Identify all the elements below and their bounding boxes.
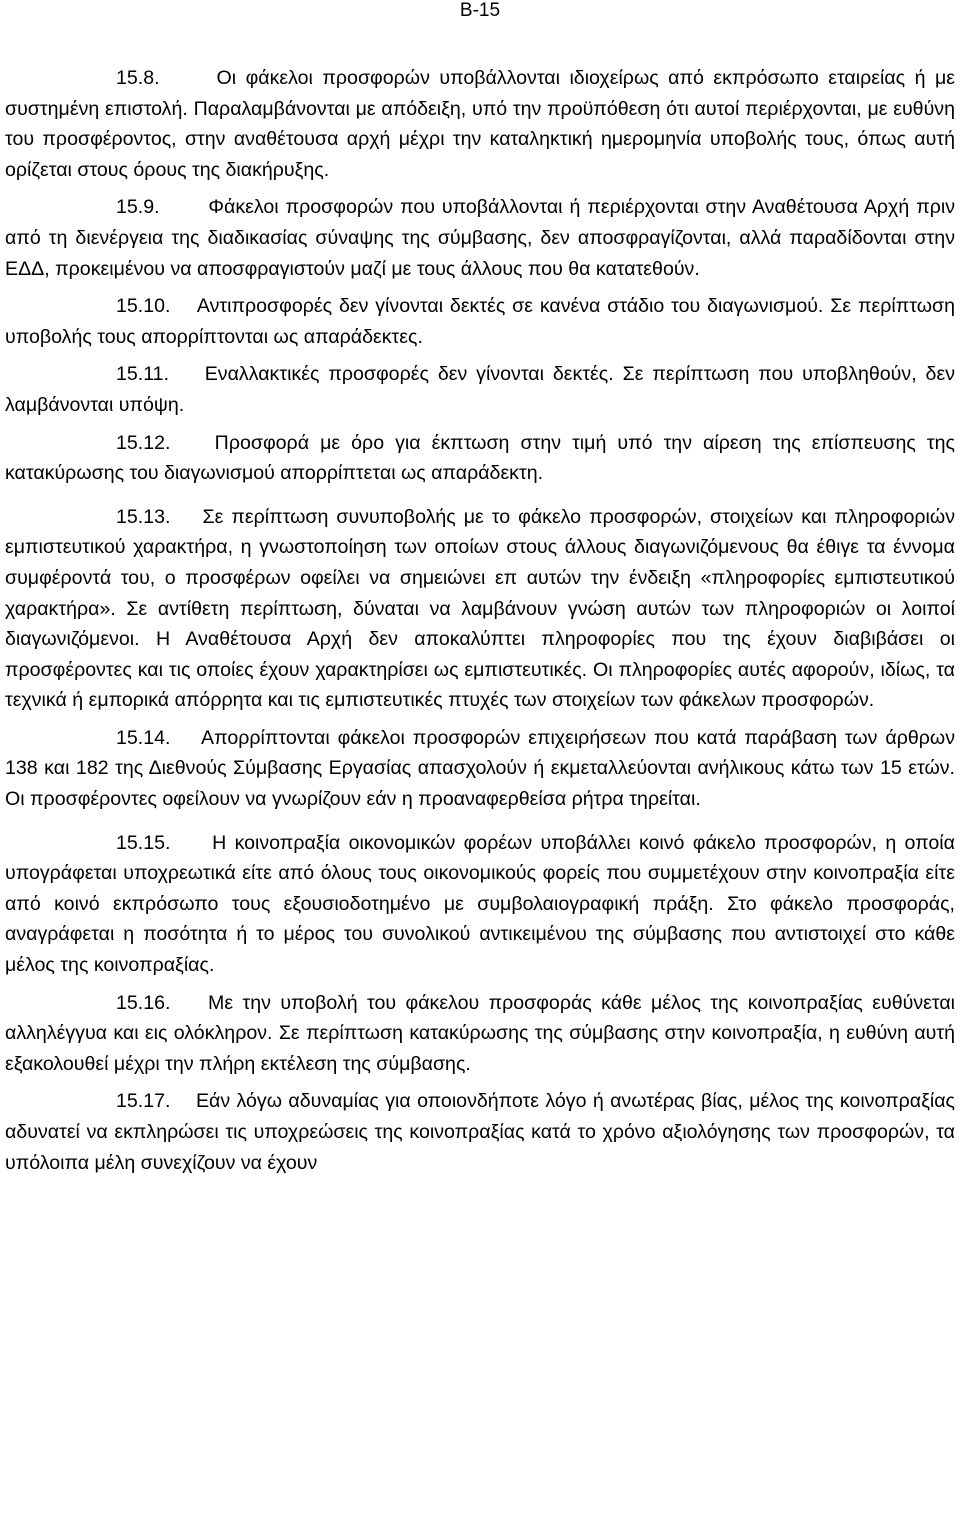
paragraph-number: 15.12. [116, 431, 171, 454]
paragraph-15-8 [5, 63, 955, 185]
paragraph-15-12 [5, 428, 955, 489]
paragraph-text: Οι φάκελοι προσφορών υποβάλλονται ιδιοχείρως από εκπρόσωπο εταιρείας ή με συστημένη επιστολή. Παραλαμβάνονται με απόδειξη, υπό την προϋπόθεση ότι αυτοί περιέρχονται, με ευθύνη του προσφέροντος, στην αναθέτουσα αρχή μέχρι την καταληκτική ημερομηνία υποβολής τους, όπως αυτή ορίζεται στους όρους της διακήρυξης. [5, 67, 956, 181]
paragraph-text: Σε περίπτωση συνυποβολής με το φάκελο προσφορών, στοιχείων και πληροφοριών εμπιστευτικού χαρακτήρα, η γνωστοποίηση των οποίων στους άλλους διαγωνιζόμενους θα έθιγε τα έννομα συμφέροντά του, ο προσφέρων οφείλει να σημειώνει επ αυτών την ένδειξη «πληροφορίες εμπιστευτικού χαρακτήρα». Σε αντίθετη περίπτωση, δύναται να λαμβάνουν γνώση αυτών των πληροφοριών οι λοιποί διαγωνιζόμενοι. Η Αναθέτουσα Αρχή δεν αποκαλύπτει πληροφορίες που της έχουν διαβιβάσει οι προσφέροντες και τις οποίες έχουν χαρακτηρίσει ως εμπιστευτικές. Οι πληροφορίες αυτές αφορούν, ιδίως, τα τεχνικά ή εμπορικά απόρρητα και τις εμπιστευτικές πτυχές των στοιχείων των φάκελων προσφορών. [5, 505, 955, 712]
paragraph-15-16 [5, 988, 955, 1080]
paragraph-text: Εναλλακτικές προσφορές δεν γίνονται δεκτές. Σε περίπτωση που υποβληθούν, δεν λαμβάνονται υπόψη. [5, 363, 955, 416]
paragraph-number: 15.13. [116, 505, 171, 528]
paragraph-number: 15.15. [116, 831, 171, 854]
paragraph-number: 15.10. [116, 295, 171, 318]
paragraph-text: Με την υποβολή του φάκελου προσφοράς κάθε μέλος της κοινοπραξίας ευθύνεται αλληλέγγυα και εις ολόκληρον. Σε περίπτωση κατακύρωσης της σύμβασης στην κοινοπραξία, η ευθύνη αυτή εξακολουθεί μέχρι την πλήρη εκτέλεση της σύμβασης. [5, 991, 955, 1075]
paragraph-number: 15.16. [116, 991, 171, 1014]
paragraph-text: Απορρίπτονται φάκελοι προσφορών επιχειρήσεων που κατά παράβαση των άρθρων 138 και 182 της Διεθνούς Σύμβασης Εργασίας απασχολούν ή εκμεταλλεύονται ανήλικους κάτω των 15 ετών. Οι προσφέροντες οφείλουν να γνωρίζουν εάν η προαναφερθείσα ρήτρα τηρείται. [5, 726, 955, 811]
paragraph-number: 15.17. [116, 1090, 171, 1113]
paragraph-number: 15.14. [116, 726, 171, 749]
page-header: B-15 [459, 0, 501, 21]
paragraph-text: Η κοινοπραξία οικονομικών φορέων υποβάλλει κοινό φάκελο προσφορών, η οποία υπογράφεται υποχρεωτικά είτε από όλους τους οικονομικούς φορείς που συμμετέχουν στην κοινοπραξία είτε από κοινό εκπρόσωπο τους εξουσιοδοτημένο με συμβολαιογραφική πράξη. Στο φάκελο προσφοράς, αναγράφεται η ποσότητα ή το μέρος του συνολικού αντικειμένου της σύμβασης που αντιστοιχεί στο κάθε μέλος της κοινοπραξίας. [5, 831, 955, 977]
paragraph-15-11 [5, 359, 955, 420]
paragraph-text: Εάν λόγω αδυναμίας για οποιονδήποτε λόγο ή ανωτέρας βίας, μέλος της κοινοπραξίας αδυνατεί να εκπληρώσει τις υποχρεώσεις της κοινοπραξίας κατά το χρόνο αξιολόγησης των προσφορών, τα υπόλοιπα μέλη συνεχίζουν να έχουν [5, 1090, 955, 1174]
paragraph-15-14 [5, 723, 955, 815]
paragraph-text: Αντιπροσφορές δεν γίνονται δεκτές σε κανένα στάδιο του διαγωνισμού. Σε περίπτωση υποβολής τους απορρίπτονται ως απαράδεκτες. [5, 295, 955, 348]
paragraph-15-17 [5, 1086, 955, 1178]
paragraph-15-10 [5, 291, 955, 352]
document-body [5, 63, 955, 1178]
paragraph-number: 15.11. [116, 363, 170, 386]
paragraph-15-15 [5, 828, 955, 981]
paragraph-number: 15.9. [116, 196, 160, 219]
paragraph-number: 15.8. [116, 67, 160, 89]
paragraph-15-13 [5, 502, 955, 716]
paragraph-15-9 [5, 192, 955, 284]
paragraph-text: Προσφορά με όρο για έκπτωση στην τιμή υπό την αίρεση της επίσπευσης της κατακύρωσης του διαγωνισμού απορρίπτεται ως απαράδεκτη. [5, 431, 955, 485]
paragraph-text: Φάκελοι προσφορών που υποβάλλονται ή περιέρχονται στην Αναθέτουσα Αρχή πριν από τη διενέργεια της διαδικασίας σύναψης της σύμβασης, δεν αποσφραγίζονται, αλλά παραδίδονται στην ΕΔΔ, προκειμένου να αποσφραγιστούν μαζί με τους άλλους που θα κατατεθούν. [5, 196, 956, 280]
